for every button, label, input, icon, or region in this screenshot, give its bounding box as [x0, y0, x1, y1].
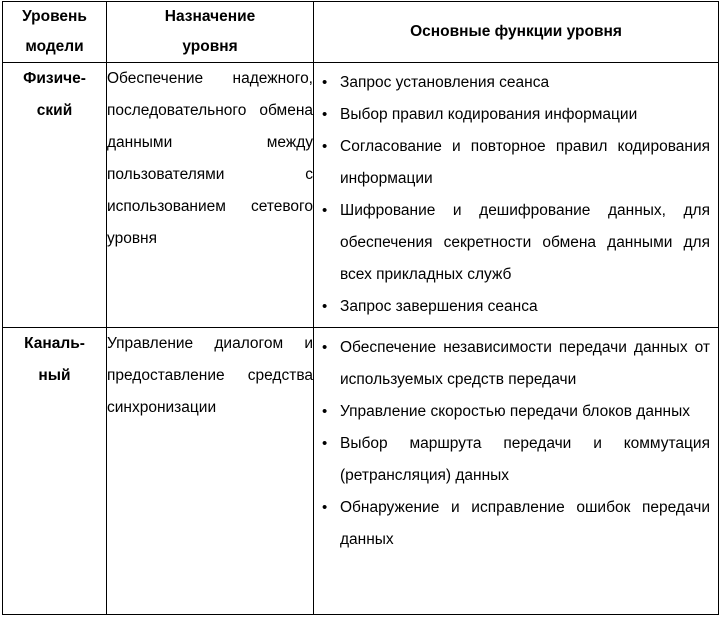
level-cell	[3, 328, 107, 615]
functions-cell	[314, 63, 719, 328]
level-cell	[3, 63, 107, 328]
osi-levels-table	[2, 1, 719, 615]
level-name-line1: Каналь-	[24, 335, 85, 352]
purpose-cell: Обеспечение надежного, последовательного обмена данными между пользователями с использованием сетевого уровня	[107, 63, 314, 328]
function-item: • Выбор маршрута передачи и коммутация (ретрансляция) данных	[320, 428, 710, 492]
function-item: • Выбор правил кодирования информации	[320, 99, 710, 131]
level-name-line2: ный	[38, 367, 71, 384]
header-level	[3, 2, 107, 63]
function-item: • Запрос установления сеанса	[320, 67, 710, 99]
functions-list	[314, 63, 718, 327]
header-level-line2: модели	[25, 38, 84, 55]
header-level-line1: Уровень	[22, 8, 87, 25]
header-row	[3, 2, 719, 63]
function-item: • Управление скоростью передачи блоков данных	[320, 396, 710, 428]
table-row	[3, 63, 719, 328]
header-purpose-line1: Назначение	[164, 8, 256, 25]
header-purpose	[107, 2, 314, 63]
function-item: • Шифрование и дешифрование данных, для обеспечения секретности обмена данными для всех прикладных служб	[320, 195, 710, 291]
header-functions-label: Основные функции уровня	[410, 23, 622, 40]
level-name-line2: ский	[36, 102, 73, 119]
level-name-line1: Физиче-	[23, 70, 86, 87]
function-item: • Обнаружение и исправление ошибок передачи данных	[320, 492, 710, 556]
header-purpose-line2: уровня	[182, 38, 238, 55]
functions-list	[314, 328, 718, 560]
functions-cell	[314, 328, 719, 615]
function-item: • Обеспечение независимости передачи данных от используемых средств передачи	[320, 332, 710, 396]
function-item: • Согласование и повторное правил кодирования информации	[320, 131, 710, 195]
function-item: • Запрос завершения сеанса	[320, 291, 710, 323]
header-functions	[314, 2, 719, 63]
table-row	[3, 328, 719, 615]
purpose-cell: Управление диалогом и предоставление средства синхронизации	[107, 328, 314, 615]
